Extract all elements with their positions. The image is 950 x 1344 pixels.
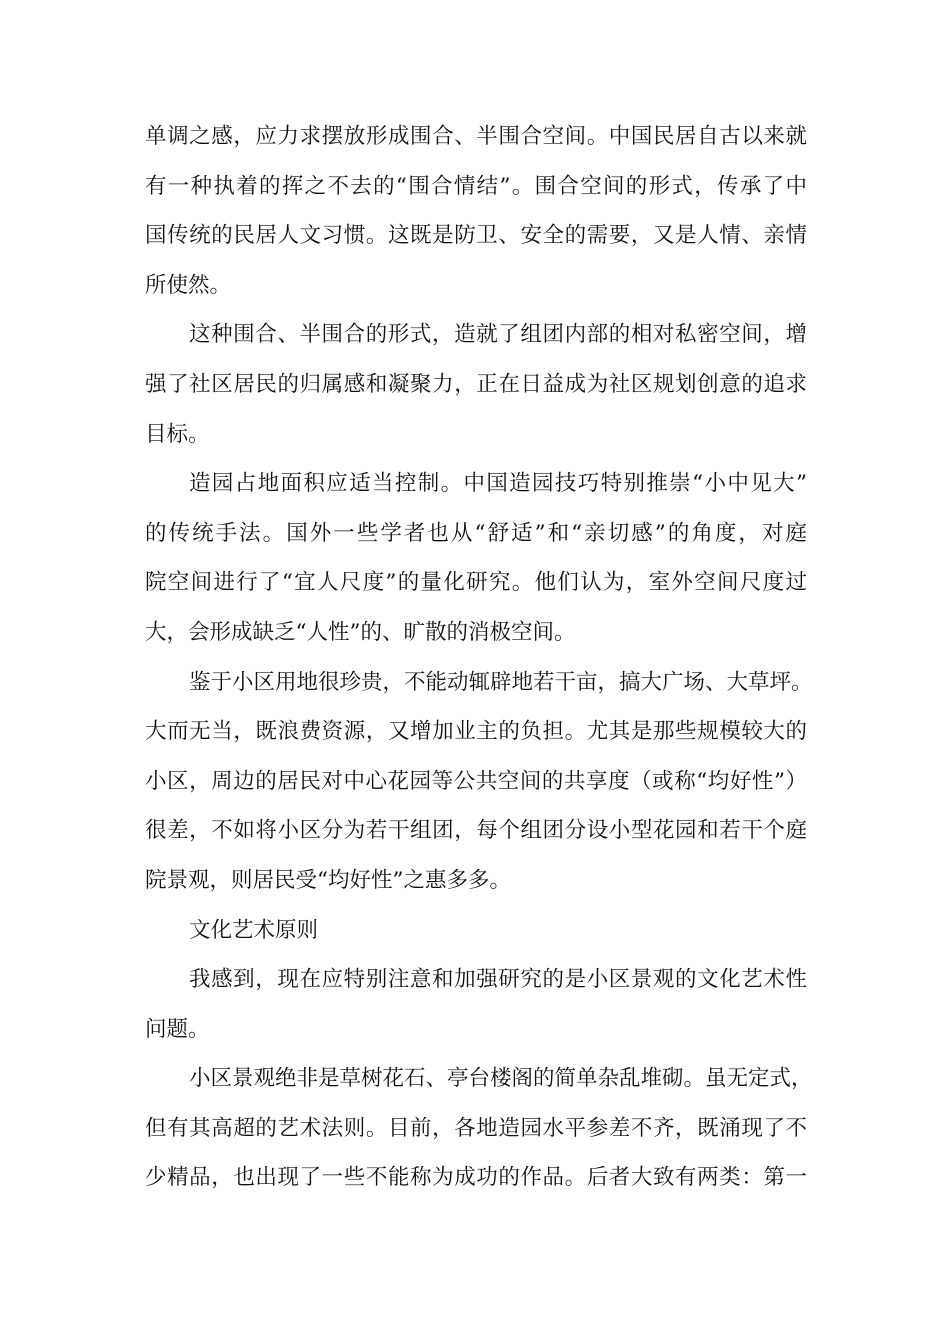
paragraph <box>145 459 807 657</box>
text-line: 目标。 <box>145 421 210 447</box>
document-page <box>145 112 813 1203</box>
section-heading <box>145 906 807 956</box>
text-line: 造园占地面积应适当控制。中国造园技巧特别推崇“小中见大” <box>189 471 807 497</box>
text-line: 大，会形成缺乏“人性”的、旷散的消极空间。 <box>145 619 576 645</box>
paragraph <box>145 955 807 1054</box>
text-line: 但有其高超的艺术法则。目前，各地造园水平参差不齐，既涌现了不 <box>145 1115 807 1141</box>
text-line: 大而无当，既浪费资源，又增加业主的负担。尤其是那些规模较大的 <box>145 719 807 745</box>
text-line: 这种围合、半围合的形式，造就了组团内部的相对私密空间，增 <box>189 322 807 348</box>
text-line: 院景观，则居民受“均好性”之惠多多。 <box>145 867 511 893</box>
text-line: 小区景观绝非是草树花石、亭台楼阁的简单杂乱堆砌。虽无定式， <box>189 1066 813 1092</box>
text-line: 我感到，现在应特别注意和加强研究的是小区景观的文化艺术性 <box>189 967 807 993</box>
text-line: 很差，不如将小区分为若干组团，每个组团分设小型花园和若干个庭 <box>145 818 807 844</box>
text-line: 问题。 <box>145 1016 210 1042</box>
text-line: 单调之感，应力求摆放形成围合、半围合空间。中国民居自古以来就 <box>145 124 807 149</box>
paragraph <box>145 658 813 906</box>
text-line: 院空间进行了“宜人尺度”的量化研究。他们认为，室外空间尺度过 <box>145 570 807 596</box>
text-line: 少精品，也出现了一些不能称为成功的作品。后者大致有两类：第一 <box>145 1165 807 1191</box>
paragraph <box>145 310 807 459</box>
text-line: 的传统手法。国外一些学者也从“舒适”和“亲切感”的角度，对庭 <box>145 520 807 546</box>
text-line: 有一种执着的挥之不去的“围合情结”。围合空间的形式，传承了中 <box>145 173 807 199</box>
text-line: 小区，周边的居民对中心花园等公共空间的共享度（或称“均好性”） <box>145 768 807 794</box>
text-line: 国传统的民居人文习惯。这既是防卫、安全的需要，又是人情、亲情 <box>145 223 807 249</box>
paragraph <box>145 1054 813 1203</box>
text-line: 所使然。 <box>145 272 232 298</box>
text-line: 强了社区居民的归属感和凝聚力，正在日益成为社区规划创意的追求 <box>145 371 807 397</box>
paragraph <box>145 112 807 310</box>
text-line: 文化艺术原则 <box>189 917 319 943</box>
text-line: 鉴于小区用地很珍贵，不能动辄辟地若干亩，搞大广场、大草坪。 <box>189 669 813 695</box>
